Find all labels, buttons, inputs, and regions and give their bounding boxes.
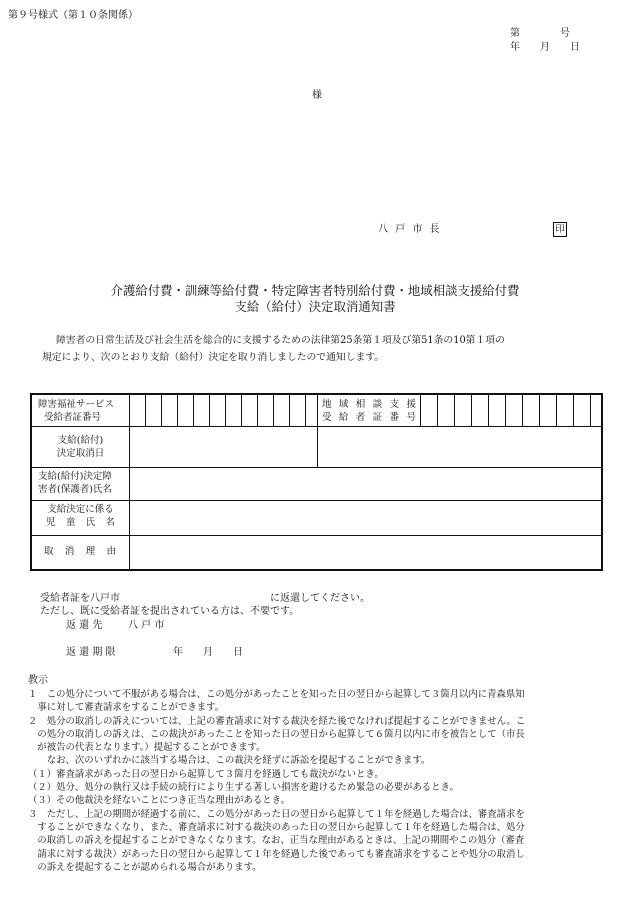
notice-table <box>30 393 603 571</box>
instruction-line: （３）その他裁決を経ないことにつき正当な理由があるとき。 <box>28 795 290 807</box>
return-deadline-label: 返 還 期 限 <box>66 647 116 658</box>
instruction-line: 請求に対する裁決）があった日の翌日から起算して１年を経過した後であっても審査請求をすることや処分の取消し <box>28 848 525 860</box>
reason-label: 取消理由 <box>44 546 116 557</box>
intro-line1: 障害者の日常生活及び社会生活を総合的に支援するための法律第25条第１項及び第51条の10第１項の <box>56 335 505 346</box>
seal-mark: 印 <box>553 222 567 237</box>
digit-divider <box>193 395 194 426</box>
digit-divider <box>539 395 540 426</box>
instruction-line: の訴えを提起することが認められる場合があります。 <box>28 861 262 873</box>
digit-divider <box>590 395 591 426</box>
digit-divider <box>573 395 574 426</box>
return-line1-suffix: に返還してください。 <box>270 593 370 604</box>
instruction-line: の取消しの訴えを提起することができなくなります。なお、正当な理由があるときは、上記の期間やこの処分（審査 <box>28 835 525 847</box>
digit-divider <box>177 395 178 426</box>
instruction-line: ２ 処分の取消しの訴えについては、上記の審査請求に対する裁決を経た後でなければ提起することができません。こ <box>28 715 526 727</box>
instruction-line: することができなくなり、また、審査請求に対する裁決のあった日の翌日から起算して１年を経過した場合は、処分 <box>28 821 525 833</box>
instruction-line: が被告の代表となります。）提起することができます。 <box>28 742 266 754</box>
child-name-field[interactable] <box>130 501 600 535</box>
title-line1: 介護給付費・訓練等給付費・特定障害者特別給付費・地域相談支援給付費 <box>110 283 520 298</box>
digit-divider <box>273 395 274 426</box>
digit-divider <box>225 395 226 426</box>
community-number-label: 地域相談支援 受給者証番号 <box>322 399 416 423</box>
digit-divider <box>241 395 242 426</box>
instruction-line: の処分の取消しの訴えは、この裁決があったことを知った日の翌日から起算して６箇月以内に市を被告として（市長 <box>28 728 525 740</box>
addressee-suffix: 様 <box>312 90 322 101</box>
instruction-line: 事に対して審査請求をすることができます。 <box>28 702 225 714</box>
issue-date: 年 月 日 <box>510 42 580 53</box>
digit-divider <box>556 395 557 426</box>
mayor-label: 八 戸 市 長 <box>378 224 442 235</box>
digit-divider <box>209 395 210 426</box>
return-line2: ただし、既に受給者証を提出されている方は、不要です。 <box>40 606 300 617</box>
document-number: 第 号 <box>510 28 570 39</box>
cancel-date-field[interactable] <box>130 427 316 467</box>
return-line1-prefix: 受給者証を八戸市 <box>40 593 120 604</box>
digit-divider <box>289 395 290 426</box>
digit-divider <box>488 395 489 426</box>
recipient-name-label: 支給(給付)決定障 害者(保護者)氏名 <box>38 471 112 495</box>
instruction-line: ３ ただし、上記の期間が経過する前に、この処分があった日の翌日から起算して１年を経過した場合は、審査請求を <box>28 808 525 820</box>
digit-divider <box>437 395 438 426</box>
instruction-line: （１）審査請求があった日の翌日から起算して３箇月を経過しても裁決がないとき。 <box>28 768 384 780</box>
cancel-date-label: 支給(給付) 決定取消日 <box>56 435 105 459</box>
return-destination-value: 八 戸 市 <box>128 620 165 631</box>
digit-divider <box>505 395 506 426</box>
title-line2: 支給（給付）決定取消通知書 <box>234 299 396 314</box>
instructions-heading: 教示 <box>28 675 48 686</box>
digit-divider <box>257 395 258 426</box>
recipient-name-field[interactable] <box>130 468 600 500</box>
instruction-line: １ この処分について不服がある場合は、この処分があったことを知った日の翌日から起算して３箇月以内に青森県知 <box>28 689 525 700</box>
instruction-line: （２）処分、処分の執行又は手続の続行により生ずる著しい損害を避けるため緊急の必要があるとき。 <box>28 782 459 794</box>
child-name-label: 支給決定に係る 児童氏名 <box>46 504 115 528</box>
intro-line2: 規定により、次のとおり支給（給付）決定を取り消しましたので通知します。 <box>42 352 385 363</box>
digit-divider <box>471 395 472 426</box>
digit-divider <box>305 395 306 426</box>
cert-number-label: 障害福祉サービス 受給者証番号 <box>38 399 115 423</box>
return-destination-label: 返 還 先 <box>66 620 103 631</box>
form-id: 第９号様式（第１０条関係） <box>8 10 138 21</box>
instructions-body <box>28 688 525 874</box>
instruction-line: なお、次のいずれかに該当する場合は、この裁決を経ずに訴訟を提起することができます。 <box>28 755 431 767</box>
return-deadline-value: 年 月 日 <box>173 647 243 658</box>
digit-divider <box>161 395 162 426</box>
digit-divider <box>454 395 455 426</box>
digit-divider <box>145 395 146 426</box>
digit-divider <box>522 395 523 426</box>
reason-field[interactable] <box>130 536 600 569</box>
